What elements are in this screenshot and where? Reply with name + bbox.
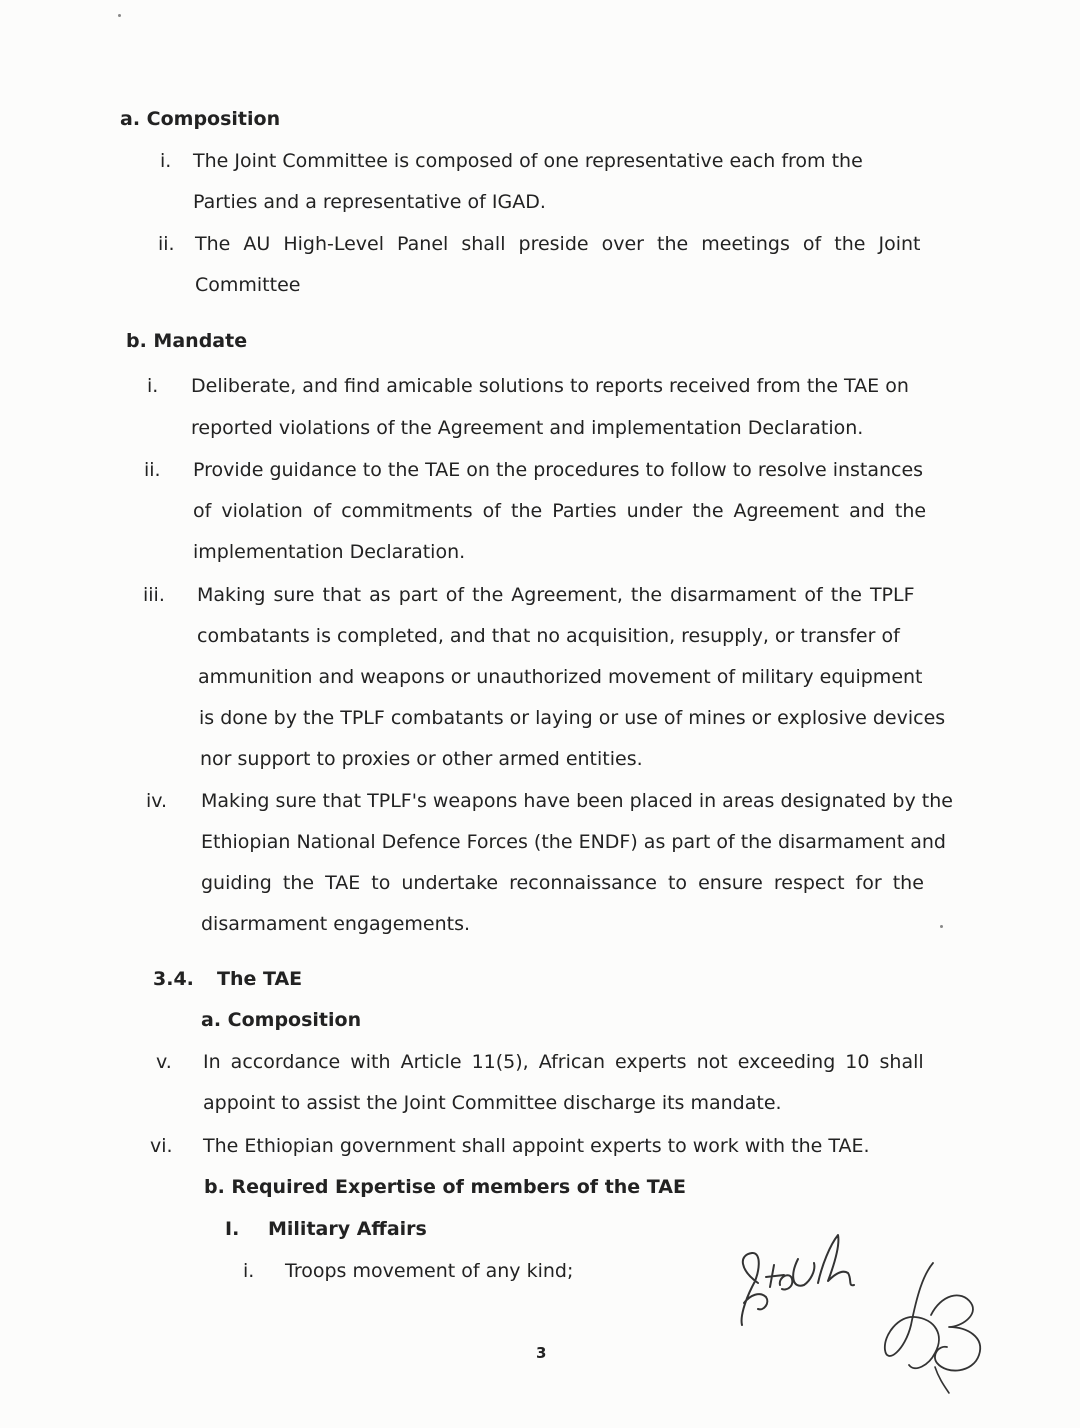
- list-marker: iv.: [146, 790, 168, 812]
- subsection-heading: a. Composition: [201, 1009, 362, 1031]
- line-text: appoint to assist the Joint Committee discharge its mandate.: [203, 1092, 782, 1114]
- line-text: The Joint Committee is composed of one representative each from the: [193, 150, 863, 172]
- line-text: Provide guidance to the TAE on the procedures to follow to resolve instances: [193, 459, 924, 481]
- line-text: combatants is completed, and that no acquisition, resupply, or transfer of: [197, 625, 900, 647]
- line-text: Making sure that as part of the Agreement, the disarmament of the TPLF: [197, 584, 915, 606]
- line-text: Making sure that TPLF's weapons have been placed in areas designated by the: [201, 790, 953, 812]
- list-marker: v.: [156, 1051, 172, 1073]
- line-text: ammunition and weapons or unauthorized movement of military equipment: [198, 666, 923, 688]
- line-text: nor support to proxies or other armed entities.: [200, 748, 643, 770]
- line-text: The AU High-Level Panel shall preside over the meetings of the Joint: [195, 233, 921, 255]
- line-text: Parties and a representative of IGAD.: [193, 191, 546, 213]
- line-text: reported violations of the Agreement and implementation Declaration.: [191, 417, 864, 439]
- list-marker: iii.: [143, 584, 165, 606]
- handwritten-signature: [730, 1225, 880, 1345]
- line-text: The Ethiopian government shall appoint experts to work with the TAE.: [203, 1135, 870, 1157]
- list-marker: i.: [147, 375, 159, 397]
- list-marker: ii.: [158, 233, 175, 255]
- list-marker: ii.: [144, 459, 161, 481]
- line-text: Troops movement of any kind;: [285, 1260, 574, 1282]
- section-b-heading: b. Mandate: [126, 330, 248, 352]
- list-marker: i.: [160, 150, 172, 172]
- line-text: Ethiopian National Defence Forces (the ENDF) as part of the disarmament and: [201, 831, 946, 853]
- line-text: Committee: [195, 274, 301, 296]
- subsection-heading: b. Required Expertise of members of the TAE: [204, 1176, 686, 1198]
- justified-line: [193, 150, 924, 172]
- line-text: In accordance with Article 11(5), African experts not exceeding 10 shall: [203, 1051, 924, 1073]
- list-marker: vi.: [150, 1135, 173, 1157]
- scan-speck: [118, 14, 121, 17]
- line-text: disarmament engagements.: [201, 913, 471, 935]
- line-text: guiding the TAE to undertake reconnaissance to ensure respect for the: [201, 872, 924, 894]
- list-marker: I.: [225, 1218, 240, 1240]
- line-text: of violation of commitments of the Parties under the Agreement and the: [193, 500, 927, 522]
- line-text: Deliberate, and find amicable solutions to reports received from the TAE on: [191, 375, 909, 397]
- scan-speck: [940, 925, 943, 928]
- section-a-heading: a. Composition: [120, 108, 281, 130]
- page-number: 3: [536, 1344, 547, 1362]
- section-title: The TAE: [217, 968, 303, 990]
- list-marker: i.: [243, 1260, 255, 1282]
- section-number: 3.4.: [153, 968, 194, 990]
- subsection-title: Military Affairs: [268, 1218, 427, 1240]
- line-text: implementation Declaration.: [193, 541, 466, 563]
- handwritten-initials: [875, 1255, 995, 1395]
- line-text: is done by the TPLF combatants or laying or use of mines or explosive devices: [199, 707, 946, 729]
